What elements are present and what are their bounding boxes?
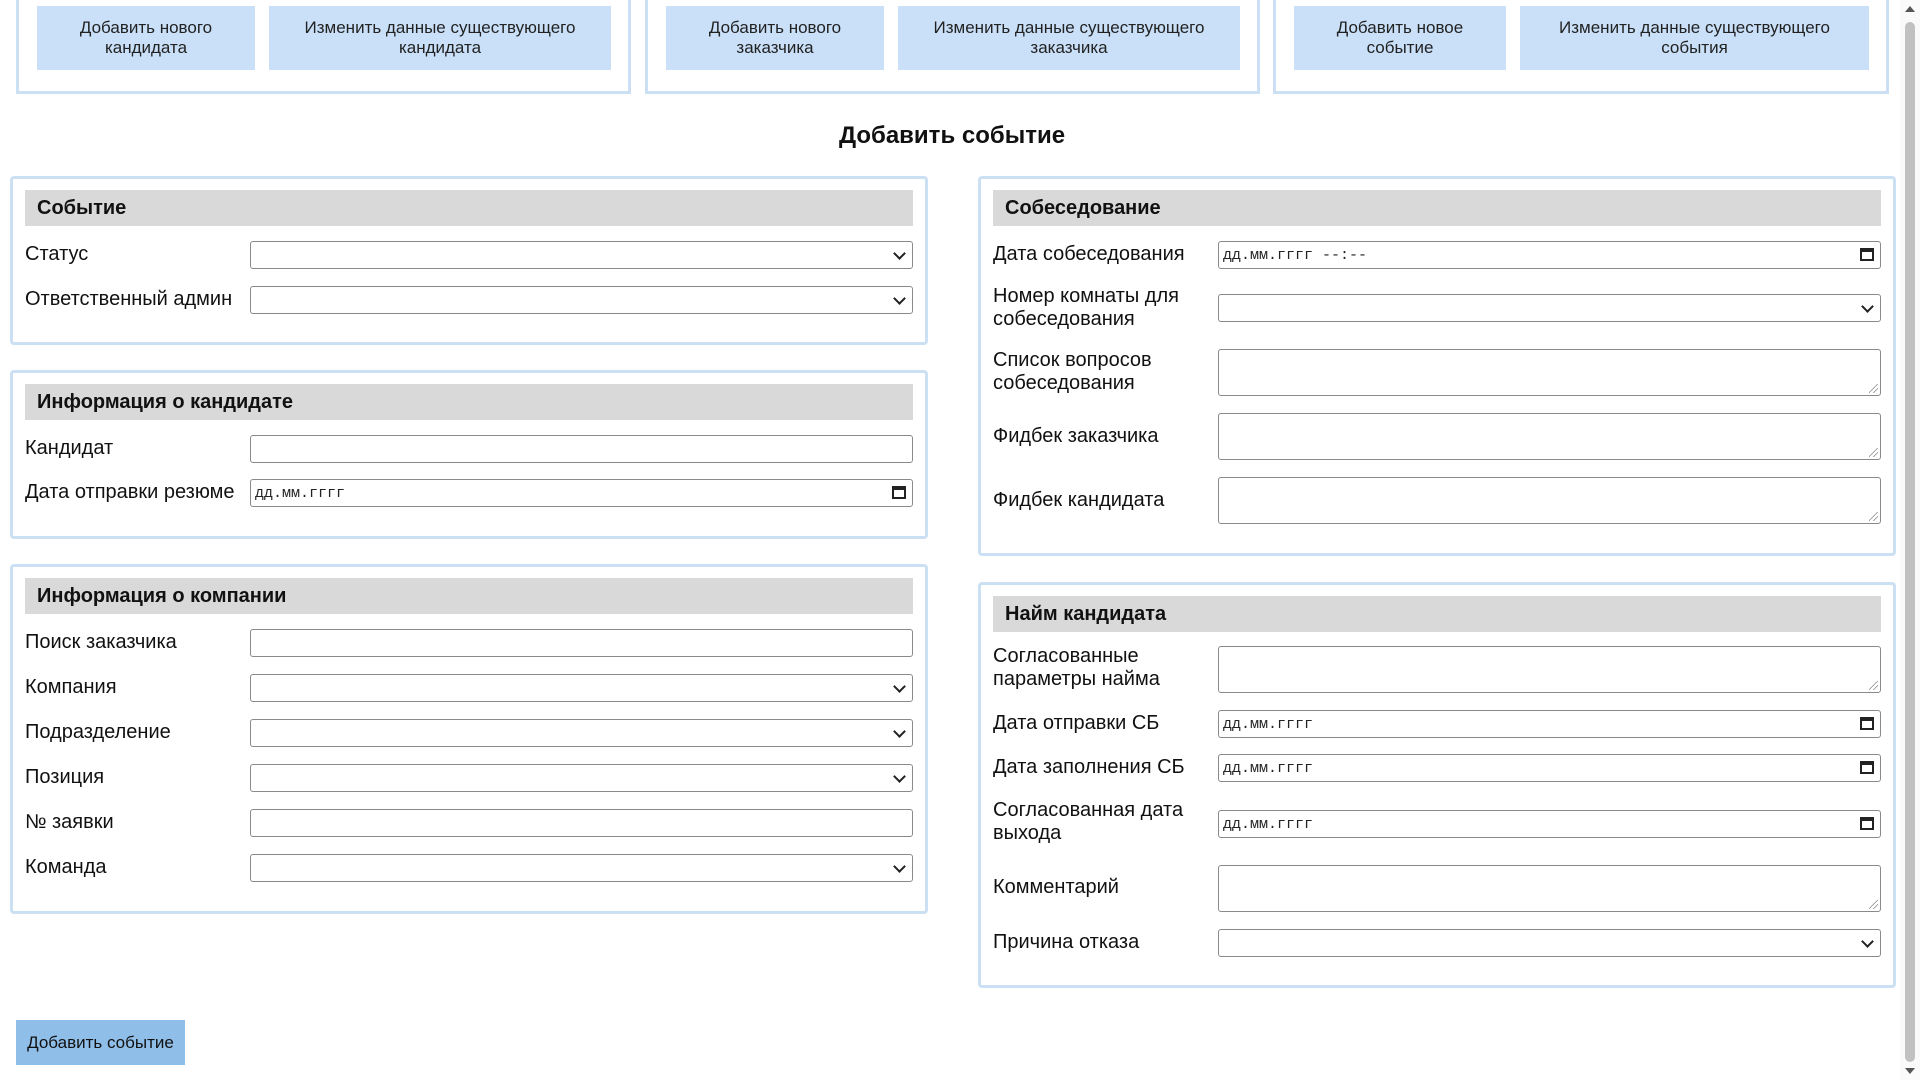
position-label: Позиция [25, 766, 105, 788]
candidate-section-title: Информация о кандидате [25, 384, 913, 420]
vertical-scrollbar[interactable] [1900, 0, 1920, 1080]
interview-section [978, 176, 1896, 556]
candidate-input[interactable] [250, 435, 913, 463]
scrollbar-thumb[interactable] [1905, 22, 1915, 1062]
interview-date-input[interactable] [1218, 241, 1881, 269]
hire-section-title: Найм кандидата [993, 596, 1881, 632]
sb-filled-date-input[interactable] [1218, 754, 1881, 782]
date-placeholder: дд.мм.гггг [255, 485, 346, 502]
add-event-button[interactable]: Добавить новое событие [1294, 6, 1506, 70]
customer-search-input[interactable] [250, 629, 913, 657]
comment-label: Комментарий [993, 876, 1119, 898]
top-navigation [0, 0, 1900, 96]
event-section-title: Событие [25, 190, 913, 226]
chevron-down-icon [893, 770, 906, 783]
start-date-label: Согласованная дата выхода [993, 799, 1184, 844]
division-select[interactable] [250, 719, 913, 747]
edit-customer-button[interactable]: Изменить данные существующего заказчика [898, 6, 1240, 70]
chevron-down-icon [893, 247, 906, 260]
submit-event-button[interactable]: Добавить событие [16, 1020, 185, 1065]
scroll-up-icon[interactable] [1905, 6, 1915, 12]
hire-section [978, 582, 1896, 988]
interview-section-title: Собеседование [993, 190, 1881, 226]
calendar-icon[interactable] [1860, 817, 1874, 830]
edit-event-button[interactable]: Изменить данные существующего события [1520, 6, 1869, 70]
datetime-placeholder: дд.мм.гггг --:-- [1223, 247, 1368, 264]
resize-grip-icon[interactable] [1869, 681, 1878, 690]
resume-date-input[interactable] [250, 479, 913, 507]
candidate-section [10, 370, 928, 539]
event-actions-group [1273, 0, 1889, 94]
reject-reason-label: Причина отказа [993, 931, 1140, 953]
customer-actions-group [645, 0, 1260, 94]
team-select[interactable] [250, 854, 913, 882]
add-customer-button[interactable]: Добавить нового заказчика [666, 6, 884, 70]
room-select[interactable] [1218, 294, 1881, 322]
edit-candidate-button[interactable]: Изменить данные существующего кандидата [269, 6, 611, 70]
chevron-down-icon [893, 725, 906, 738]
admin-select[interactable] [250, 286, 913, 314]
sb-sent-date-input[interactable] [1218, 710, 1881, 738]
calendar-icon[interactable] [892, 486, 906, 499]
scroll-down-icon[interactable] [1905, 1068, 1915, 1074]
candidate-feedback-label: Фидбек кандидата [993, 489, 1165, 511]
resize-grip-icon[interactable] [1869, 384, 1878, 393]
position-select[interactable] [250, 764, 913, 792]
add-candidate-button[interactable]: Добавить нового кандидата [37, 6, 255, 70]
company-select[interactable] [250, 674, 913, 702]
chevron-down-icon [1861, 935, 1874, 948]
hire-params-label: Согласованные параметры найма [993, 645, 1160, 690]
chevron-down-icon [893, 680, 906, 693]
calendar-icon[interactable] [1860, 248, 1874, 261]
request-number-input[interactable] [250, 809, 913, 837]
status-select[interactable] [250, 241, 913, 269]
sb-sent-date-label: Дата отправки СБ [993, 712, 1160, 734]
date-placeholder: дд.мм.гггг [1223, 716, 1314, 733]
comment-textarea[interactable] [1218, 865, 1881, 912]
company-section-title: Информация о компании [25, 578, 913, 614]
customer-feedback-label: Фидбек заказчика [993, 425, 1159, 447]
date-placeholder: дд.мм.гггг [1223, 816, 1314, 833]
candidate-label: Кандидат [25, 437, 114, 459]
resume-date-label: Дата отправки резюме [25, 481, 235, 503]
chevron-down-icon [893, 860, 906, 873]
admin-label: Ответственный админ [25, 288, 233, 310]
reject-reason-select[interactable] [1218, 929, 1881, 957]
event-section [10, 176, 928, 345]
resize-grip-icon[interactable] [1869, 448, 1878, 457]
resize-grip-icon[interactable] [1869, 900, 1878, 909]
questions-label: Список вопросов собеседования [993, 349, 1152, 394]
resize-grip-icon[interactable] [1869, 512, 1878, 521]
interview-date-label: Дата собеседования [993, 243, 1185, 265]
chevron-down-icon [893, 292, 906, 305]
customer-feedback-textarea[interactable] [1218, 413, 1881, 460]
room-label: Номер комнаты для собеседования [993, 285, 1179, 330]
division-label: Подразделение [25, 721, 171, 743]
candidate-actions-group [16, 0, 631, 94]
status-label: Статус [25, 243, 89, 265]
date-placeholder: дд.мм.гггг [1223, 760, 1314, 777]
customer-search-label: Поиск заказчика [25, 631, 177, 653]
questions-textarea[interactable] [1218, 349, 1881, 396]
company-section [10, 564, 928, 914]
candidate-feedback-textarea[interactable] [1218, 477, 1881, 524]
calendar-icon[interactable] [1860, 761, 1874, 774]
calendar-icon[interactable] [1860, 717, 1874, 730]
chevron-down-icon [1861, 300, 1874, 313]
start-date-input[interactable] [1218, 810, 1881, 838]
page-title: Добавить событие [838, 122, 1066, 149]
request-number-label: № заявки [25, 811, 114, 833]
hire-params-textarea[interactable] [1218, 646, 1881, 693]
company-label: Компания [25, 676, 117, 698]
sb-filled-date-label: Дата заполнения СБ [993, 756, 1185, 778]
team-label: Команда [25, 856, 107, 878]
